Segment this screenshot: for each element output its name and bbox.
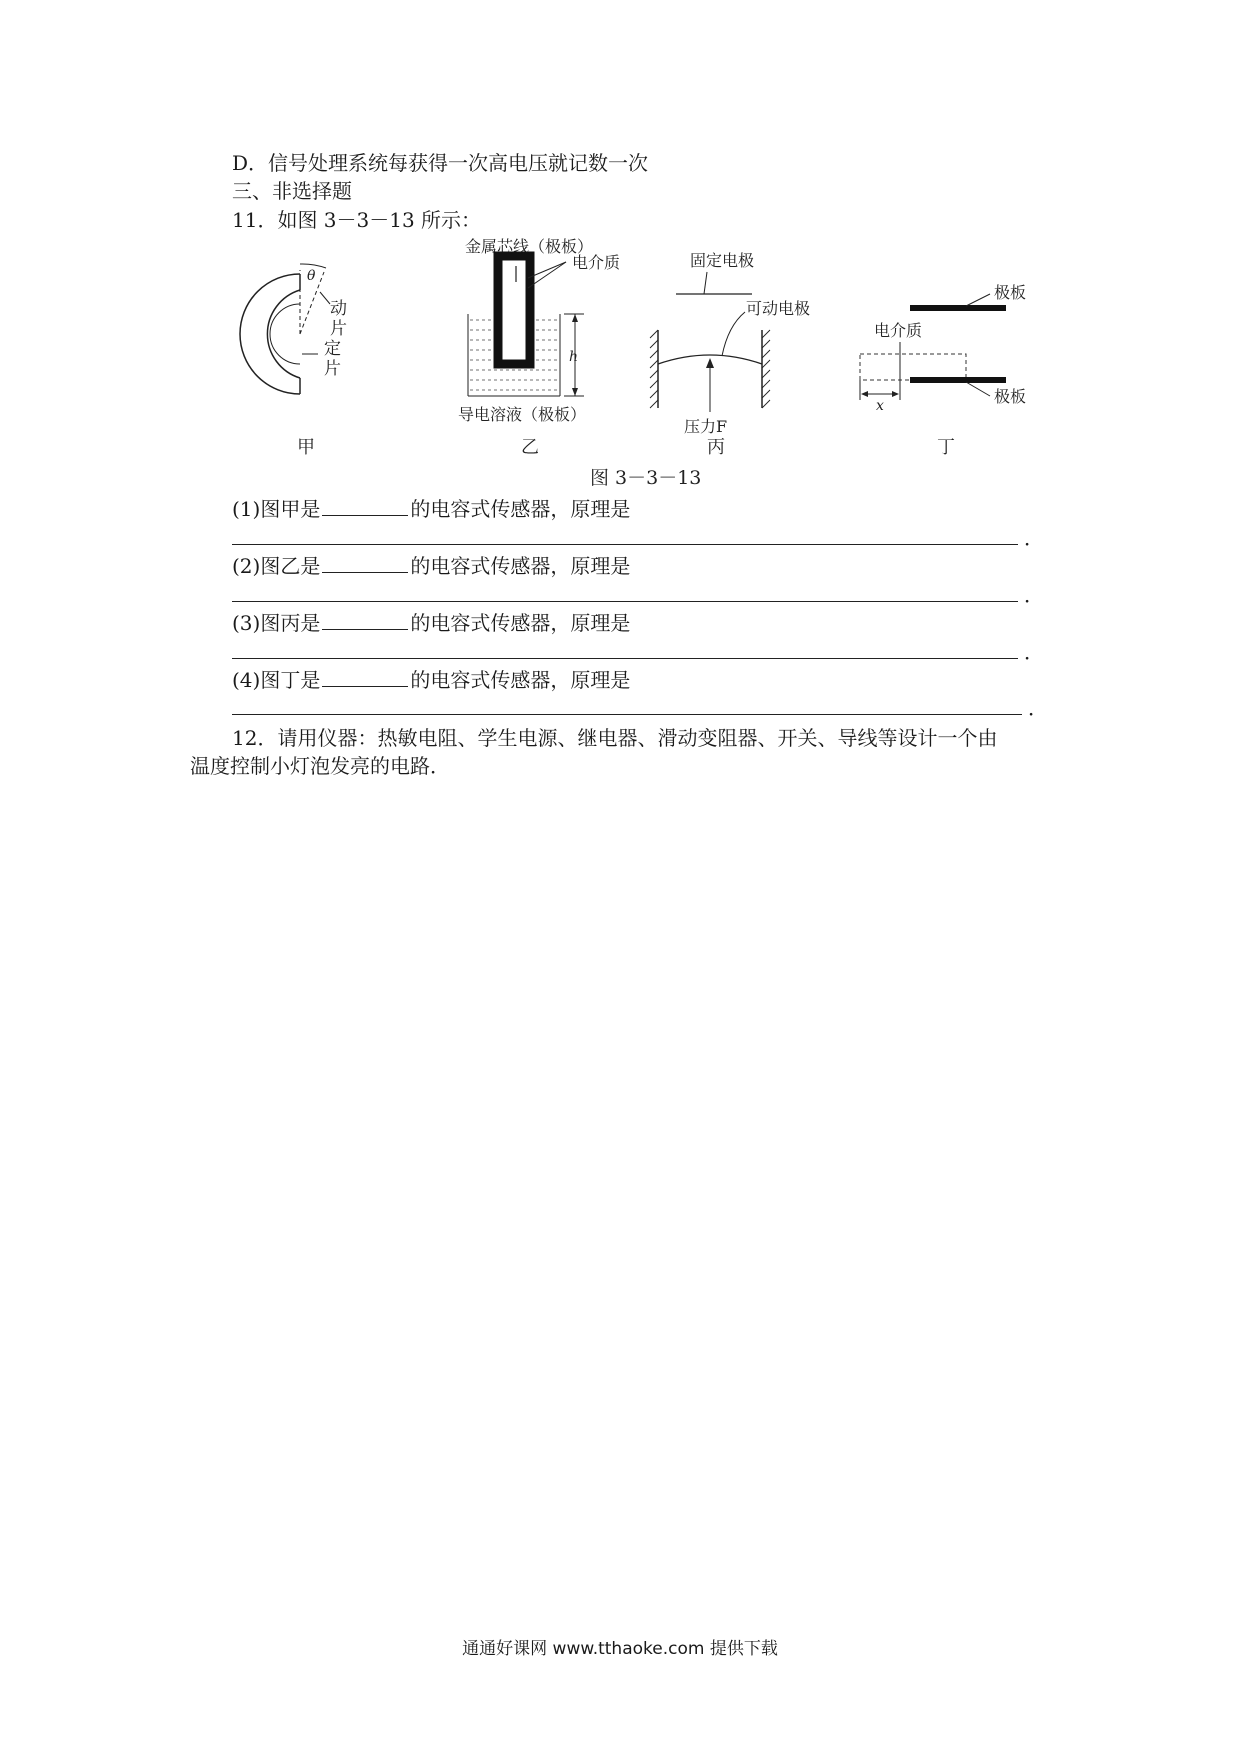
solution-label: 导电溶液（极板） bbox=[458, 405, 587, 424]
panel-label-yi: 乙 bbox=[521, 437, 539, 458]
fixed-plate-label-1: 定 bbox=[324, 339, 341, 359]
answer-line-3[interactable] bbox=[232, 658, 1018, 659]
panel-label-ding: 丁 bbox=[937, 437, 955, 458]
end-mark-4: ． bbox=[1028, 696, 1048, 720]
panel-label-bing: 丙 bbox=[707, 437, 725, 458]
question-11-stem: 11．如图 3－3－13 所示： bbox=[232, 208, 482, 232]
fixed-plate-label-2: 片 bbox=[324, 359, 341, 379]
core-label: 金属芯线（极板） bbox=[465, 237, 594, 256]
dielectric-label-ding: 电介质 bbox=[874, 321, 923, 340]
question-2: (2)图乙是 的电容式传感器，原理是 bbox=[232, 554, 631, 578]
question-12-line-1: 12．请用仪器：热敏电阻、学生电源、继电器、滑动变阻器、开关、导线等设计一个由 bbox=[232, 726, 998, 750]
diagram-jia bbox=[240, 264, 347, 394]
page-footer: 通通好课网 www.tthaoke.com 提供下载 bbox=[462, 1639, 778, 1659]
theta-label: θ bbox=[307, 268, 316, 284]
height-label: h bbox=[569, 349, 579, 365]
answer-blank-4[interactable] bbox=[322, 668, 408, 687]
diagram-bing bbox=[650, 251, 810, 436]
answer-blank-1[interactable] bbox=[322, 497, 408, 516]
moving-plate-label-2: 片 bbox=[330, 319, 347, 339]
question-12-line-2: 温度控制小灯泡发亮的电路． bbox=[190, 754, 450, 778]
end-mark-1: ． bbox=[1024, 526, 1044, 550]
end-mark-3: ． bbox=[1024, 640, 1044, 664]
fixed-electrode-label: 固定电极 bbox=[690, 251, 755, 270]
option-d-text: D．信号处理系统每获得一次高电压就记数一次 bbox=[232, 151, 649, 175]
moving-plate-label-1: 动 bbox=[330, 299, 347, 319]
end-mark-2: ． bbox=[1024, 583, 1044, 607]
plate-top-label: 极板 bbox=[994, 283, 1027, 302]
answer-blank-3[interactable] bbox=[322, 611, 408, 630]
diagram-yi bbox=[458, 237, 620, 424]
figure-caption: 图 3－3－13 bbox=[590, 467, 702, 489]
question-4: (4)图丁是 的电容式传感器，原理是 bbox=[232, 668, 631, 692]
dielectric-label: 电介质 bbox=[572, 253, 621, 272]
diagram-ding bbox=[860, 283, 1026, 414]
plate-bottom-label: 极板 bbox=[994, 387, 1027, 406]
question-3: (3)图丙是 的电容式传感器，原理是 bbox=[232, 611, 631, 635]
movable-electrode-label: 可动电极 bbox=[746, 299, 811, 318]
panel-label-jia: 甲 bbox=[297, 437, 315, 458]
section-heading: 三、非选择题 bbox=[232, 179, 352, 203]
answer-line-2[interactable] bbox=[232, 601, 1018, 602]
question-1: (1)图甲是 的电容式传感器，原理是 bbox=[232, 497, 631, 521]
answer-blank-2[interactable] bbox=[322, 554, 408, 573]
answer-line-4[interactable] bbox=[232, 714, 1022, 715]
force-label: 压力F bbox=[684, 417, 728, 436]
answer-line-1[interactable] bbox=[232, 544, 1018, 545]
x-label: x bbox=[876, 398, 884, 414]
